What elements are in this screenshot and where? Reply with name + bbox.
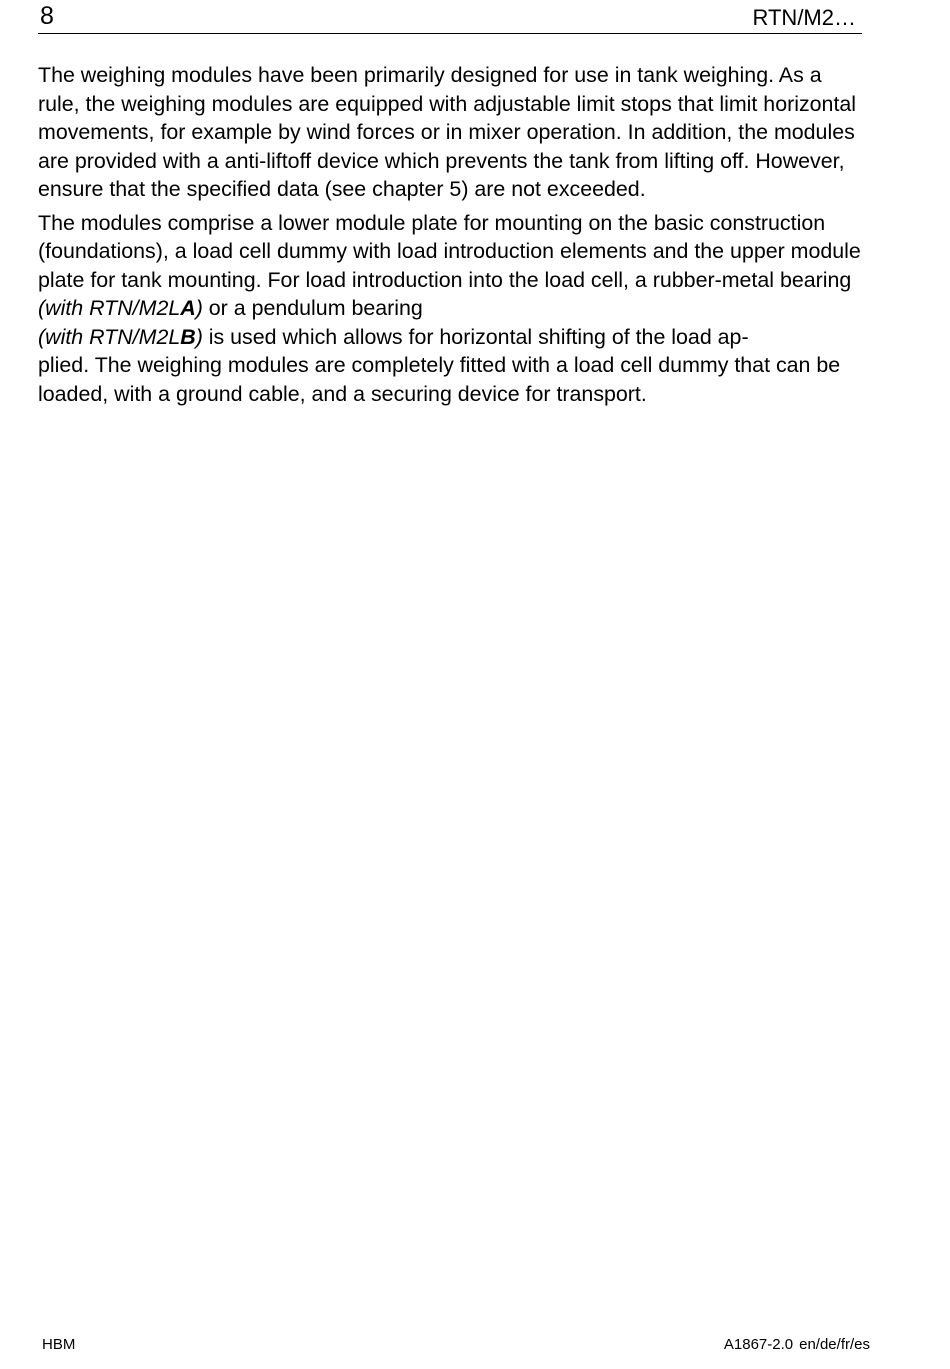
variant-a-reference: (with RTN/M2LA) [38, 296, 203, 320]
construction-text: The modules comprise a lower module plate for mounting on the basic construction (foundations), a load cell dummy with load introduction elements and the upper module plate for tank mounting. For load introduction into the load cell, a rubber-metal bearing [38, 210, 861, 292]
bearing-text: or a pendulum bearing [202, 296, 423, 320]
footer-brand: HBM [42, 1336, 76, 1353]
document-languages: en/de/fr/es [799, 1336, 870, 1353]
variant-a-letter: A [180, 296, 196, 320]
document-title: RTN/M2… [752, 5, 856, 30]
paragraph-module-construction [38, 209, 868, 409]
variant-b-reference: (with RTN/M2LB) [38, 324, 203, 349]
document-code: A1867-2.0 [723, 1336, 794, 1353]
shifting-text: is used which allows for horizontal shifting of the load ap- [202, 324, 749, 349]
body-text [38, 61, 868, 413]
fitting-text: plied. The weighing modules are completely fitted with a load cell dummy that can be loaded, with a ground cable, and a securing device for transport. [38, 353, 841, 406]
paragraph-intended-use: The weighing modules have been primarily designed for use in tank weighing. As a rule, the weighing modules are equipped with adjustable limit stops that limit horizontal movements, for example by wind forces or in mixer operation. In addition, the modules are provided with a anti-liftoff device which prevents the tank from lifting off. However, ensure that the specified data (see chapter 5) are not exceeded. [38, 63, 857, 201]
variant-b-letter: B [180, 324, 196, 349]
footer-document-code [724, 1336, 870, 1354]
page-header [38, 0, 862, 34]
page-number: 8 [40, 2, 54, 30]
